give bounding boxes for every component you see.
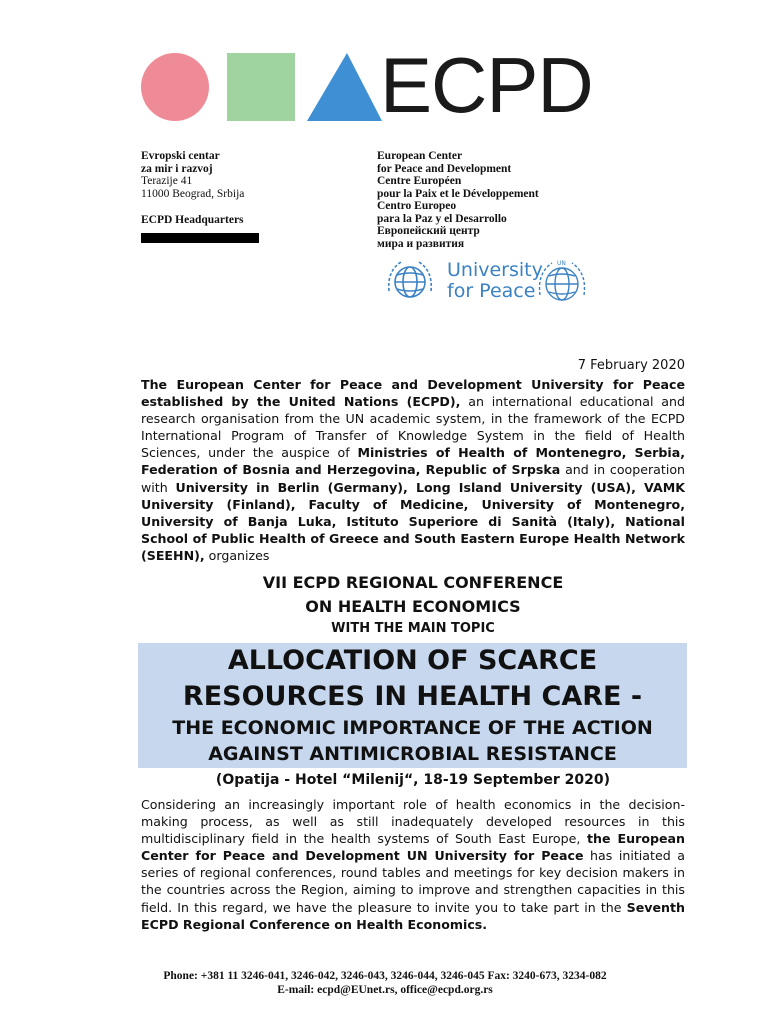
topic-title-line: RESOURCES IN HEALTH CARE - [182, 681, 643, 712]
intro-text: an international educational and research organisation from the UN academic system, in the framework of the ECPD International Program of Transfer of Knowledge System in the field of Health Sciences, under the auspice of [141, 394, 685, 461]
document-date: 7 February 2020 [577, 358, 685, 373]
address-line: za mir i razvoj [141, 162, 213, 175]
venue-dates: (Opatija - Hotel “Milenij“, 18-19 September 2020) [215, 772, 611, 788]
body-bold: Seventh ECPD Regional Conference on Health Economics. [141, 899, 685, 932]
address-line: Centre Européen [377, 175, 462, 187]
headquarters-label: ECPD Headquarters [141, 214, 244, 226]
address-line: for Peace and Development [377, 162, 512, 175]
un-emblem-label: UN [557, 260, 566, 267]
logo-triangle [307, 53, 382, 121]
topic-subtitle-line: THE ECONOMIC IMPORTANCE OF THE ACTION [172, 717, 653, 739]
address-line: Terazije 41 [141, 175, 193, 187]
address-serbian [141, 150, 341, 227]
redaction-bar [141, 233, 259, 243]
address-line: Evropski centar [141, 150, 220, 162]
footer-phone: Phone: +381 11 3246-041, 3246-042, 3246-043, 3246-044, 3246-045 Fax: 3240-673, 3234-082 [163, 970, 607, 982]
logo-wordmark: ECPD [380, 41, 593, 129]
upeace-line: University [447, 259, 543, 281]
address-line: Centro Europeo [377, 200, 457, 212]
footer-email: E-mail: ecpd@EUnet.rs, office@ecpd.org.rs [277, 984, 493, 996]
intro-bold: Ministries of Health of Montenegro, Serbia, Federation of Bosnia and Herzegovina, Republic of Srpska [141, 445, 685, 478]
intro-paragraph [141, 376, 685, 564]
conference-subtitle: ON HEALTH ECONOMICS [305, 597, 521, 616]
address-line: Европейский центр [377, 225, 480, 237]
upeace-wordmark [447, 260, 543, 302]
conference-topic-intro: WITH THE MAIN TOPIC [331, 621, 495, 636]
intro-text: and in cooperation with [141, 462, 686, 495]
body-text: has initiated a series of regional conferences, round tables and meetings for key decision makers in the countries across the Region, aiming to improve and strengthen capacities in this field. In this regard, we have the pleasure to invite you to take part in the [141, 848, 685, 915]
un-emblem-icon [389, 262, 432, 297]
body-text: Considering an increasingly important role of health economics in the decision-making process, as well as still inadequately developed resources in this multidisciplinary field in the health systems of South East Europe, [141, 797, 685, 847]
un-emblem-icon [540, 263, 585, 300]
upeace-line: for Peace [447, 280, 536, 302]
topic-subtitle-line: AGAINST ANTIMICROBIAL RESISTANCE [208, 743, 617, 765]
intro-text: organizes [204, 547, 270, 563]
address-line: 11000 Beograd, Srbija [141, 187, 245, 200]
logo-circle [141, 53, 209, 121]
address-line: pour la Paix et le Développement [377, 187, 539, 200]
topic-title-line: ALLOCATION OF SCARCE [227, 645, 598, 676]
intro-bold: University in Berlin (Germany), Long Island University (USA), VAMK University (Finland), Faculty of Medicine, University of Montenegro, University of Banja Luka, Istituto Superiore di Sanità (Italy), National School of Public Health of Greece and South Eastern Europe Health Network (SEEHN), [141, 479, 685, 563]
address-line: мира и развития [377, 237, 465, 250]
body-bold: the European Center for Peace and Development UN University for Peace [141, 831, 685, 864]
address-multilingual [377, 150, 617, 250]
address-line: European Center [377, 150, 463, 162]
intro-bold: The European Center for Peace and Development University for Peace established by the United Nations (ECPD), [141, 377, 685, 410]
conference-title: VII ECPD REGIONAL CONFERENCE [262, 573, 564, 592]
address-line: para la Paz y el Desarrollo [377, 212, 507, 225]
body-paragraph [141, 796, 685, 933]
logo-square [227, 53, 295, 121]
